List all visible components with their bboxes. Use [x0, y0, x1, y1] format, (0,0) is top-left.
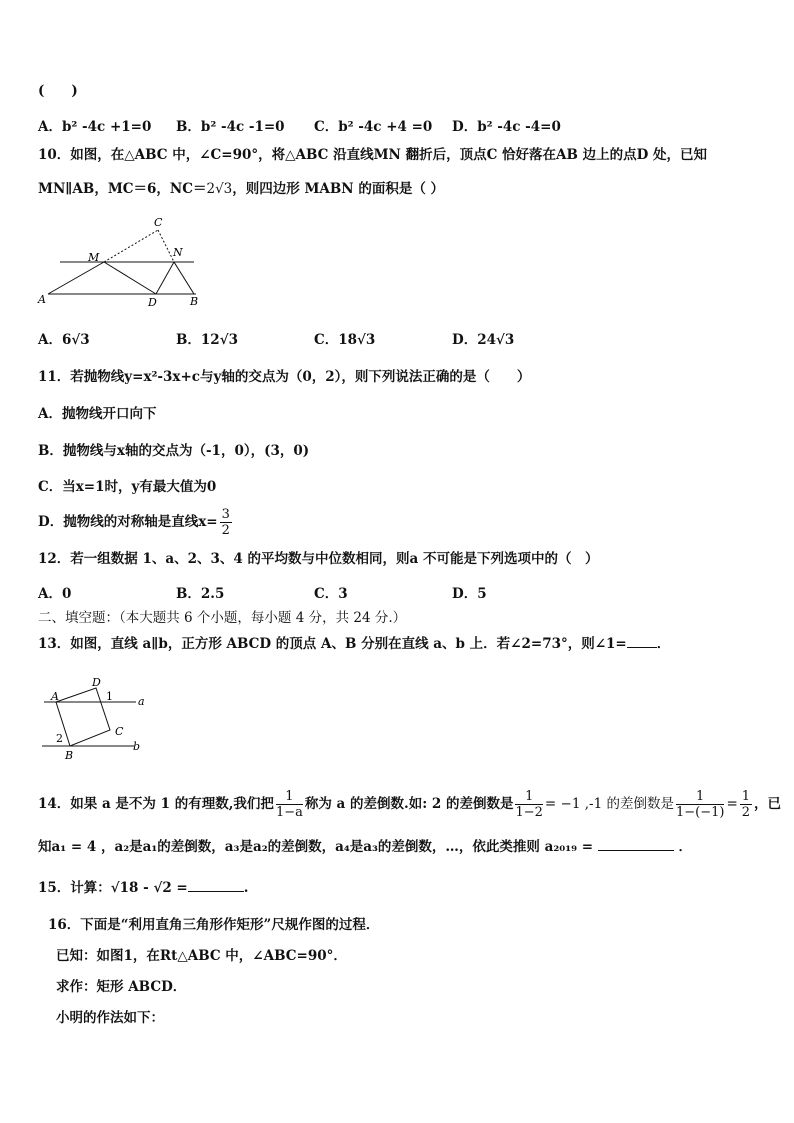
q14-text5: ，已 [754, 796, 782, 812]
q15-text: 15．计算：√18 - √2 = [38, 880, 188, 896]
q9-option-d[interactable]: D．b² -4c -4=0 [452, 119, 561, 135]
q10-option-d[interactable]: D．24√3 [452, 332, 515, 348]
segment-md [104, 262, 156, 294]
q16-line1: 16．下面是“利用直角三角形作矩形”尺规作图的过程． [48, 917, 380, 933]
q14-text2: 称为 a 的差倒数.如: 2 的差倒数是 [304, 796, 514, 812]
segment-am [48, 262, 104, 294]
q10-option-b[interactable]: B．12√3 [176, 332, 238, 348]
q14-fraction-example1: $\frac{1}{1-2}$ [515, 789, 543, 820]
q12-option-b[interactable]: B．2.5 [176, 586, 225, 602]
q14-fraction-definition: $\frac{1}{1-a}$ [275, 789, 303, 820]
q14-fraction-result: $\frac{1}{2}$ [741, 789, 751, 820]
q13-figure [38, 674, 158, 764]
q11-option-b[interactable]: B．抛物线与x轴的交点为（-1，0），(3，0) [38, 443, 310, 459]
q13-stem [38, 635, 670, 653]
q12-option-c[interactable]: C．3 [314, 586, 348, 602]
label-d: D [148, 296, 157, 309]
label-c-vertex: C [115, 725, 124, 738]
label-line-a: a [138, 695, 145, 708]
q9-option-a[interactable]: A．b² -4c +1=0 [38, 119, 152, 135]
q14-line2 [38, 838, 692, 856]
label-n: N [173, 246, 183, 259]
q12-option-a[interactable]: A．0 [38, 586, 72, 602]
segment-mc-dashed [104, 230, 158, 262]
q10-stem-part-a: MN∥AB，MC＝6，NC＝ [38, 181, 207, 197]
q15-stem [38, 879, 248, 897]
segment-cn-dashed [158, 230, 174, 262]
q14-line1 [38, 786, 781, 822]
label-b: B [190, 295, 199, 308]
q11-option-a[interactable]: A．抛物线开口向下 [38, 406, 157, 422]
q13-stem-end: ． [656, 636, 671, 652]
label-c: C [154, 216, 163, 229]
label-a: A [38, 293, 46, 306]
q10-stem-line2 [38, 180, 444, 198]
q9-paren: ( ) [38, 83, 78, 99]
q12-option-d[interactable]: D．5 [452, 586, 487, 602]
q16-method-intro: 小明的作法如下： [56, 1010, 164, 1026]
segment-dn [156, 262, 174, 294]
q15-end: . [243, 880, 249, 896]
q14-line2-end: ． [678, 839, 692, 855]
q12-stem: 12．若一组数据 1、a、2、3、4 的平均数与中位数相同，则a 不可能是下列选项中的（ ） [38, 551, 599, 567]
q14-line2-text: 知a₁ = 4 ，a₂是a₁的差倒数，a₃是a₂的差倒数，a₄是a₃的差倒数，…，依此类推则 a₂₀₁₉ = [38, 839, 594, 855]
segment-nb [174, 262, 194, 294]
label-d-vertex: D [92, 676, 101, 689]
q11-stem: 11．若抛物线y=x²-3x+c与y轴的交点为（0，2），则下列说法正确的是（ ） [38, 369, 531, 385]
q11-axis-fraction: $\frac{3}{2}$ [221, 507, 230, 538]
q9-option-b[interactable]: B．b² -4c -1=0 [176, 119, 285, 135]
q14-text1: 14．如果 a 是不为 1 的有理数,我们把 [38, 796, 274, 812]
label-angle-1: 1 [106, 690, 113, 703]
q13-answer-blank[interactable] [627, 647, 657, 648]
q14-text4: = [726, 796, 738, 812]
label-b-vertex: B [65, 749, 74, 762]
q11-option-d[interactable] [38, 504, 234, 540]
q16-construct: 求作：矩形 ABCD． [56, 979, 187, 995]
q9-option-c[interactable]: C．b² -4c +4 =0 [314, 119, 433, 135]
label-m: M [88, 251, 100, 264]
q10-stem-line1: 10．如图，在△ABC 中，∠C=90°，将△ABC 沿直线MN 翻折后，顶点C 恰好落在AB 边上的点D 处，已知 [38, 147, 708, 163]
square-abcd [56, 688, 110, 746]
q14-text3: = −1 ,-1 的差倒数是 [544, 796, 674, 812]
label-line-b: b [133, 740, 141, 753]
q13-stem-text: 13．如图，直线 a∥b，正方形 ABCD 的顶点 A、B 分别在直线 a、b 上．若∠2=73°，则∠1= [38, 636, 627, 652]
section-title-fill-in: 二、填空题：（本大题共 6 个小题，每小题 4 分，共 24 分.） [38, 610, 407, 626]
q11-option-d-text: D．抛物线的对称轴是直线x= [38, 514, 218, 530]
label-a-vertex: A [51, 690, 59, 703]
q10-nc-value: 2√3 [206, 181, 233, 197]
q10-figure [36, 214, 206, 310]
q14-fraction-example2: $\frac{1}{1-(-1)}$ [675, 789, 725, 820]
q16-given: 已知：如图1，在Rt△ABC 中，∠ABC=90°． [56, 948, 347, 964]
q11-option-c[interactable]: C．当x=1时，y有最大值为0 [38, 479, 217, 495]
q15-answer-blank[interactable] [188, 891, 244, 892]
q10-stem-part-b: ，则四边形 MABN 的面积是（ ） [232, 181, 445, 197]
q10-option-a[interactable]: A．6√3 [38, 332, 90, 348]
label-angle-2: 2 [56, 732, 63, 745]
q14-answer-blank[interactable] [598, 850, 674, 851]
q10-option-c[interactable]: C．18√3 [314, 332, 376, 348]
